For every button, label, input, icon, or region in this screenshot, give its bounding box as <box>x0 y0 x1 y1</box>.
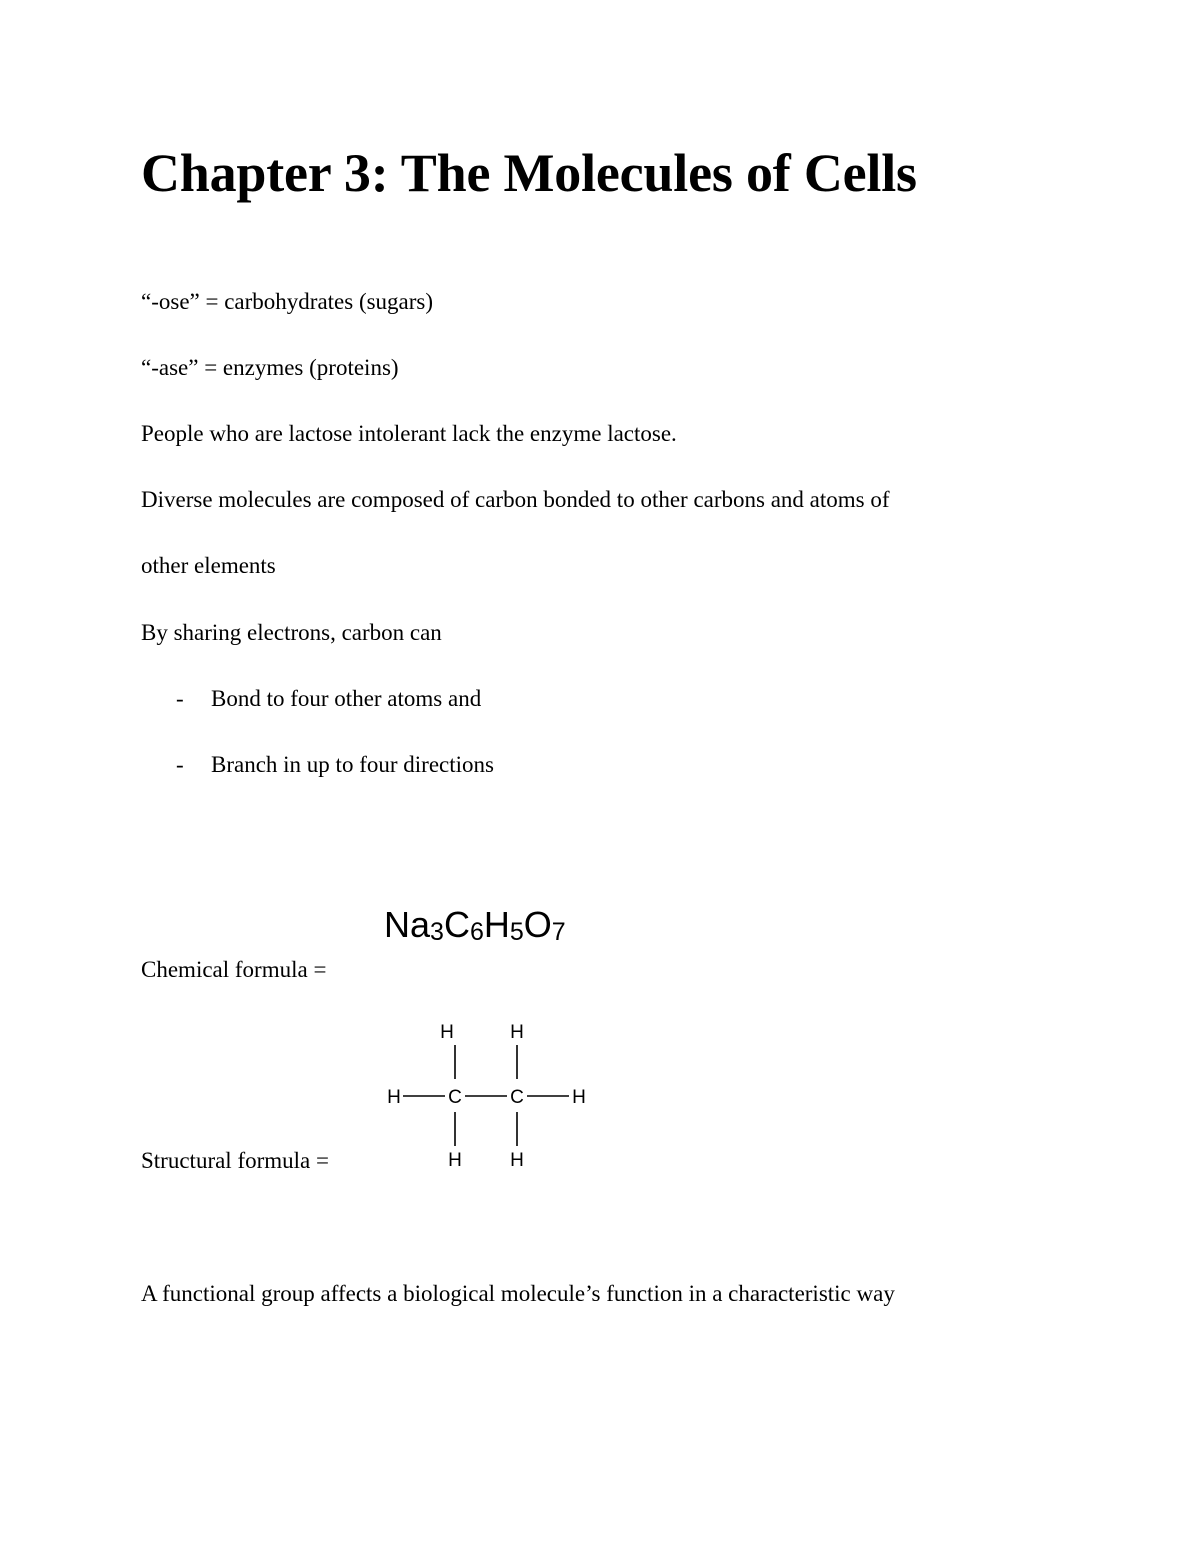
formula-element: H <box>483 904 510 945</box>
page-title: Chapter 3: The Molecules of Cells <box>141 143 917 203</box>
formula-subscript: 7 <box>551 918 566 946</box>
bullet-item: Branch in up to four directions <box>211 752 494 777</box>
bullet-marker: - <box>176 686 184 711</box>
text-line-ase: “-ase” = enzymes (proteins) <box>141 355 399 380</box>
formula-subscript: 3 <box>430 918 444 946</box>
structural-formula-label: Structural formula = <box>141 1148 329 1173</box>
bullet-marker: - <box>176 752 184 777</box>
formula-subscript: 6 <box>469 918 484 946</box>
hydrogen-atom-label: H <box>440 1022 454 1043</box>
hydrogen-atom-label: H <box>510 1022 524 1043</box>
text-line-diverse-molecules: Diverse molecules are composed of carbon bonded to other carbons and atoms of <box>141 487 890 512</box>
hydrogen-atom-label: H <box>448 1150 462 1171</box>
chemical-formula-label: Chemical formula = <box>141 957 327 982</box>
text-line-other-elements: other elements <box>141 553 276 578</box>
text-line-sharing-electrons: By sharing electrons, carbon can <box>141 620 442 645</box>
hydrogen-atom-label: H <box>572 1087 586 1108</box>
chemical-formula <box>384 904 566 946</box>
carbon-atom-label: C <box>510 1087 524 1108</box>
formula-element: C <box>443 904 470 945</box>
carbon-atom-label: C <box>448 1087 462 1108</box>
text-line-ose: “-ose” = carbohydrates (sugars) <box>141 289 434 314</box>
formula-element: O <box>523 904 552 945</box>
formula-element: Na <box>384 904 431 945</box>
text-line-functional-group: A functional group affects a biological molecule’s function in a characteristic way <box>141 1281 895 1306</box>
structural-formula-diagram <box>376 1016 596 1176</box>
formula-subscript: 5 <box>509 918 524 946</box>
hydrogen-atom-label: H <box>510 1150 524 1171</box>
bullet-item: Bond to four other atoms and <box>211 686 482 711</box>
hydrogen-atom-label: H <box>387 1087 401 1108</box>
text-line-lactose: People who are lactose intolerant lack the enzyme lactose. <box>141 421 677 446</box>
